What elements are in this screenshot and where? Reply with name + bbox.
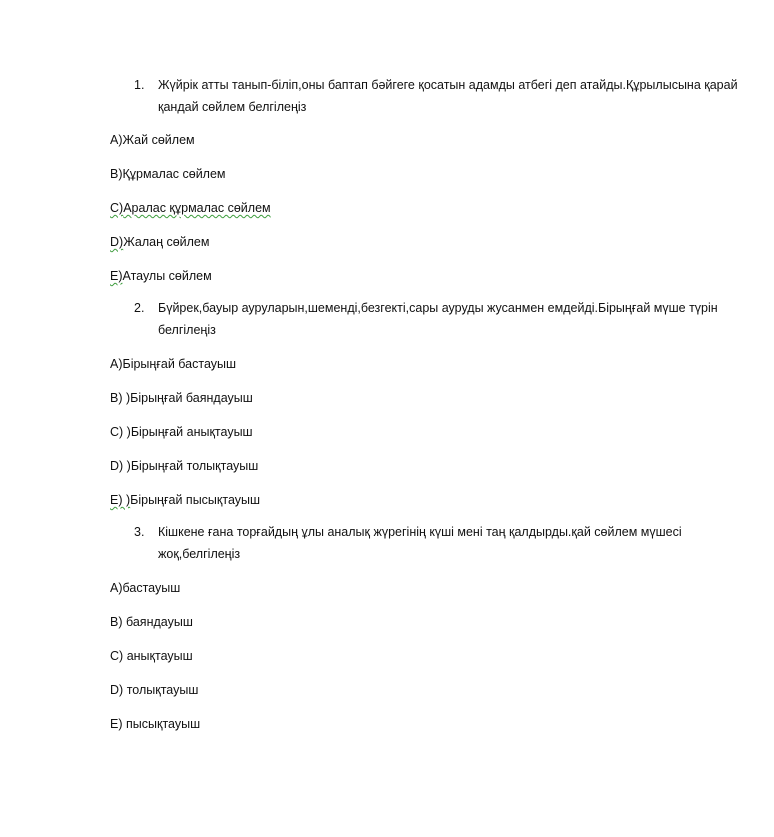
option-2d — [110, 458, 258, 474]
option-text: Бірыңғай толықтауыш — [130, 459, 259, 473]
option-2a — [110, 356, 236, 372]
option-2c — [110, 424, 253, 440]
question-number: 2. — [134, 301, 145, 315]
option-1d — [110, 234, 209, 250]
option-letter: А) — [110, 581, 123, 595]
option-text: анықтауыш — [126, 649, 193, 663]
option-text: толықтауыш — [126, 683, 199, 697]
option-letter: Е) — [110, 269, 123, 283]
question-text: Кішкене ғана торғайдың ұлы аналық жүрегінің күші мені таң қалдырды.қай сөйлем мүшесі жоқ,белгілеңіз — [158, 525, 682, 561]
option-1c — [110, 200, 271, 216]
question-number: 3. — [134, 525, 145, 539]
option-3a — [110, 580, 180, 596]
option-1b — [110, 166, 226, 182]
option-letter: Е) ) — [110, 493, 131, 507]
option-text: Жалаң сөйлем — [123, 235, 210, 249]
option-letter: С) — [110, 649, 124, 663]
option-text: Бірыңғай бастауыш — [122, 357, 237, 371]
option-letter: D) ) — [110, 459, 131, 473]
option-letter: D) — [110, 235, 124, 249]
option-1e — [110, 268, 212, 284]
option-text: бастауыш — [122, 581, 181, 595]
question-text: Жүйрік атты танып-біліп,оны баптап бәйгеге қосатын адамды атбегі деп атайды.Құрылысына қарай қандай сөйлем белгілеңіз — [158, 78, 738, 114]
option-text: Бірыңғай пысықтауыш — [130, 493, 261, 507]
option-text: Жай сөйлем — [122, 133, 195, 147]
option-1a — [110, 132, 195, 148]
option-text: Аралас құрмалас сөйлем — [123, 201, 271, 215]
option-letter: Е) — [110, 717, 123, 731]
option-3c — [110, 648, 193, 664]
option-letter: А) — [110, 357, 123, 371]
option-text: Құрмалас сөйлем — [122, 167, 226, 181]
option-2e — [110, 492, 260, 508]
option-letter: А) — [110, 133, 123, 147]
option-text: баяндауыш — [125, 615, 193, 629]
option-letter: В) — [110, 167, 123, 181]
option-letter: D) — [110, 683, 124, 697]
option-text: Бірыңғай баяндауыш — [130, 391, 253, 405]
question-text: Бүйрек,бауыр ауруларын,шеменді,безгекті,сары ауруды жусанмен емдейді.Бірыңғай мүше түрін белгілеңіз — [158, 301, 718, 337]
option-text: Атаулы сөйлем — [122, 269, 212, 283]
option-text: Бірыңғай анықтауыш — [130, 425, 253, 439]
option-letter: С) — [110, 201, 124, 215]
option-3b — [110, 614, 193, 630]
question-number: 1. — [134, 78, 145, 92]
option-text: пысықтауыш — [125, 717, 201, 731]
option-3e — [110, 716, 200, 732]
option-letter: В) ) — [110, 391, 131, 405]
option-letter: В) — [110, 615, 123, 629]
option-letter: С) ) — [110, 425, 131, 439]
option-2b — [110, 390, 253, 406]
option-3d — [110, 682, 198, 698]
